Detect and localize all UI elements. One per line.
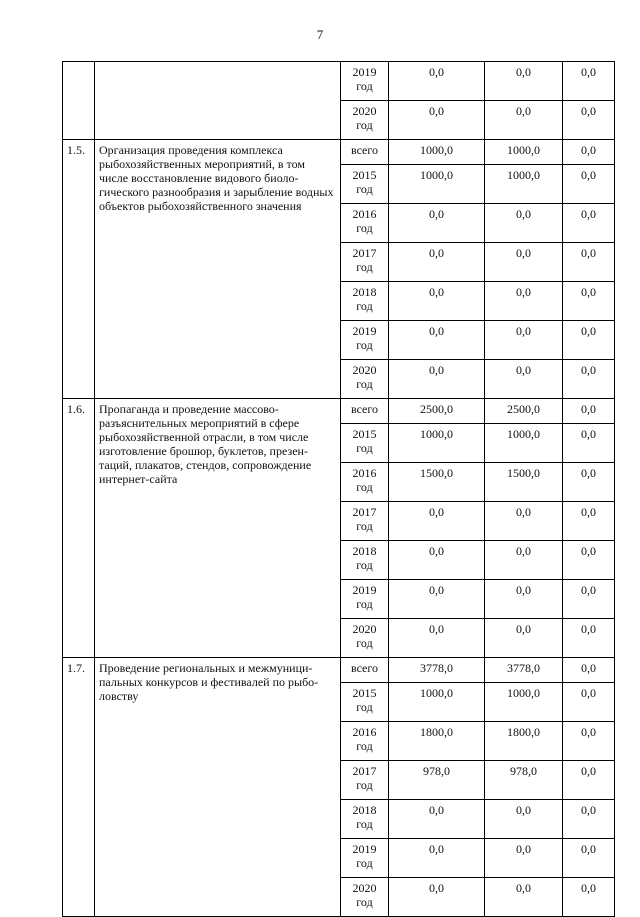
value-cell: 0,0 (485, 360, 563, 399)
value-cell: 0,0 (485, 878, 563, 917)
value-cell: 0,0 (485, 541, 563, 580)
total-value: 1000,0 (389, 140, 485, 165)
item-number: 1.7. (63, 658, 95, 917)
value-cell: 0,0 (389, 878, 485, 917)
value-cell: 0,0 (563, 424, 615, 463)
value-cell: 0,0 (563, 243, 615, 282)
value-cell: 0,0 (563, 722, 615, 761)
value-cell: 0,0 (389, 360, 485, 399)
item-number: 1.6. (63, 399, 95, 658)
value-cell: 1000,0 (485, 165, 563, 204)
total-value: 0,0 (563, 658, 615, 683)
value-cell: 0,0 (563, 541, 615, 580)
value-cell: 0,0 (389, 800, 485, 839)
value-cell: 0,0 (563, 683, 615, 722)
value-cell: 0,0 (485, 101, 563, 140)
value-cell: 0,0 (563, 282, 615, 321)
table-row-total (63, 658, 615, 683)
year-cell: 2019 год (341, 62, 389, 101)
year-cell: 2020 год (341, 101, 389, 140)
year-cell: 2020 год (341, 878, 389, 917)
value-cell: 0,0 (389, 62, 485, 101)
value-cell: 0,0 (563, 463, 615, 502)
total-label: всего (341, 658, 389, 683)
value-cell: 0,0 (485, 321, 563, 360)
value-cell: 0,0 (485, 619, 563, 658)
total-label: всего (341, 140, 389, 165)
value-cell: 1500,0 (389, 463, 485, 502)
value-cell: 0,0 (563, 800, 615, 839)
value-cell: 0,0 (485, 204, 563, 243)
value-cell: 0,0 (563, 580, 615, 619)
value-cell: 0,0 (563, 321, 615, 360)
value-cell: 0,0 (389, 282, 485, 321)
year-cell: 2015 год (341, 424, 389, 463)
value-cell: 0,0 (485, 800, 563, 839)
value-cell: 0,0 (563, 878, 615, 917)
value-cell: 978,0 (485, 761, 563, 800)
value-cell: 0,0 (563, 204, 615, 243)
value-cell: 0,0 (563, 101, 615, 140)
year-cell: 2015 год (341, 165, 389, 204)
desc-cell-continued (95, 62, 341, 140)
total-value: 0,0 (563, 140, 615, 165)
value-cell: 0,0 (389, 243, 485, 282)
value-cell: 1000,0 (389, 424, 485, 463)
value-cell: 0,0 (563, 839, 615, 878)
year-cell: 2016 год (341, 722, 389, 761)
page-number: 7 (316, 27, 324, 42)
value-cell: 1800,0 (485, 722, 563, 761)
budget-table (62, 61, 615, 917)
value-cell: 0,0 (563, 761, 615, 800)
year-cell: 2017 год (341, 761, 389, 800)
value-cell: 0,0 (485, 243, 563, 282)
value-cell: 0,0 (485, 839, 563, 878)
year-cell: 2020 год (341, 619, 389, 658)
total-label: всего (341, 399, 389, 424)
year-cell: 2017 год (341, 502, 389, 541)
year-cell: 2016 год (341, 204, 389, 243)
value-cell: 1800,0 (389, 722, 485, 761)
value-cell: 0,0 (389, 101, 485, 140)
value-cell: 0,0 (563, 165, 615, 204)
value-cell: 0,0 (389, 502, 485, 541)
item-number: 1.5. (63, 140, 95, 399)
value-cell: 1000,0 (389, 165, 485, 204)
table-row-total (63, 399, 615, 424)
value-cell: 0,0 (563, 360, 615, 399)
total-value: 3778,0 (485, 658, 563, 683)
value-cell: 0,0 (389, 580, 485, 619)
year-cell: 2016 год (341, 463, 389, 502)
value-cell: 0,0 (563, 619, 615, 658)
year-cell: 2018 год (341, 282, 389, 321)
value-cell: 1000,0 (485, 683, 563, 722)
total-value: 0,0 (563, 399, 615, 424)
num-cell-continued (63, 62, 95, 140)
year-cell: 2017 год (341, 243, 389, 282)
value-cell: 0,0 (485, 580, 563, 619)
year-cell: 2019 год (341, 839, 389, 878)
item-description: Пропаганда и проведение массово-разъяснительных мероприятий в сфере рыбохозяйственной отрасли, в том числе изготовление брошюр, буклетов, презен-таций, плакатов, стендов, сопровождение интернет-сайта (95, 399, 341, 658)
value-cell: 0,0 (389, 839, 485, 878)
value-cell: 0,0 (389, 321, 485, 360)
total-value: 2500,0 (485, 399, 563, 424)
year-cell: 2019 год (341, 580, 389, 619)
budget-table-body (63, 62, 615, 917)
year-cell: 2015 год (341, 683, 389, 722)
value-cell: 0,0 (563, 62, 615, 101)
value-cell: 0,0 (563, 502, 615, 541)
total-value: 3778,0 (389, 658, 485, 683)
year-cell: 2018 год (341, 541, 389, 580)
table-row-total (63, 140, 615, 165)
total-value: 2500,0 (389, 399, 485, 424)
item-description: Проведение региональных и межмуници-пальных конкурсов и фестивалей по рыбо-ловству (95, 658, 341, 917)
year-cell: 2019 год (341, 321, 389, 360)
value-cell: 978,0 (389, 761, 485, 800)
value-cell: 1000,0 (389, 683, 485, 722)
value-cell: 0,0 (485, 62, 563, 101)
value-cell: 0,0 (389, 619, 485, 658)
value-cell: 0,0 (389, 204, 485, 243)
value-cell: 0,0 (485, 502, 563, 541)
item-description: Организация проведения комплекса рыбохозяйственных мероприятий, в том числе восстановление видового биоло-гического разнообразия и зарыбление водных объектов рыбохозяйственного значения (95, 140, 341, 399)
table-row (63, 62, 615, 101)
value-cell: 0,0 (485, 282, 563, 321)
year-cell: 2018 год (341, 800, 389, 839)
value-cell: 0,0 (389, 541, 485, 580)
year-cell: 2020 год (341, 360, 389, 399)
value-cell: 1000,0 (485, 424, 563, 463)
value-cell: 1500,0 (485, 463, 563, 502)
total-value: 1000,0 (485, 140, 563, 165)
